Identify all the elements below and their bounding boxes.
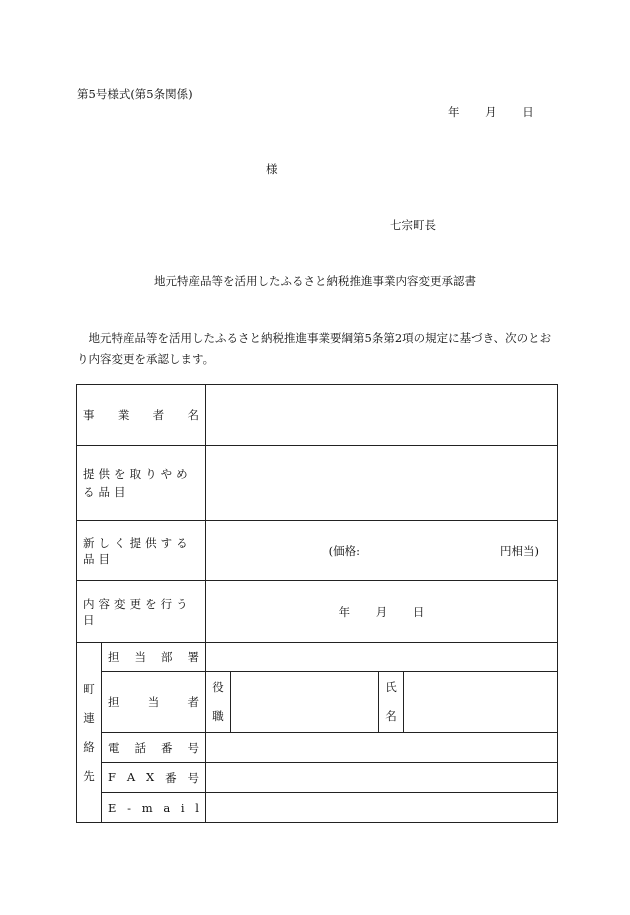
row-discontinued-items bbox=[77, 446, 558, 521]
form-number: 第5号様式(第5条関係) bbox=[77, 87, 193, 101]
email-field[interactable] bbox=[206, 793, 558, 823]
department-label: 担 当 部 署 bbox=[102, 643, 206, 672]
new-items-field[interactable] bbox=[206, 521, 558, 581]
discontinued-items-label: 提供を取りやめる品目 bbox=[77, 446, 206, 521]
price-open: (価格: bbox=[328, 543, 360, 558]
phone-field[interactable] bbox=[206, 733, 558, 763]
row-phone bbox=[77, 733, 558, 763]
addressee-honorific: 様 bbox=[266, 162, 278, 176]
row-change-date bbox=[77, 581, 558, 643]
row-person-in-charge bbox=[77, 672, 558, 733]
row-department bbox=[77, 643, 558, 672]
position-field[interactable] bbox=[231, 672, 379, 733]
change-date-field[interactable]: 年 月 日 bbox=[206, 581, 558, 643]
fax-label: F A X 番 号 bbox=[102, 763, 206, 793]
person-label: 担 当 者 bbox=[102, 672, 206, 733]
name-label: 氏 名 bbox=[379, 672, 404, 733]
operator-name-label: 事 業 者 名 bbox=[77, 385, 206, 446]
body-text: 地元特産品等を活用したふるさと納税推進事業要綱第5条第2項の規定に基づき、次のとおり内容変更を承認します。 bbox=[77, 331, 552, 366]
name-field[interactable] bbox=[404, 672, 558, 733]
row-operator-name bbox=[77, 385, 558, 446]
fax-field[interactable] bbox=[206, 763, 558, 793]
body-paragraph bbox=[77, 328, 555, 370]
row-fax bbox=[77, 763, 558, 793]
issuer-name: 七宗町長 bbox=[390, 218, 436, 232]
phone-label: 電 話 番 号 bbox=[102, 733, 206, 763]
operator-name-field[interactable] bbox=[206, 385, 558, 446]
row-new-items bbox=[77, 521, 558, 581]
contact-group-label: 町 連 絡 先 bbox=[77, 643, 102, 823]
discontinued-items-field[interactable] bbox=[206, 446, 558, 521]
row-email bbox=[77, 793, 558, 823]
new-items-label: 新しく提供する品目 bbox=[77, 521, 206, 581]
department-field[interactable] bbox=[206, 643, 558, 672]
document-title: 地元特産品等を活用したふるさと納税推進事業内容変更承認書 bbox=[154, 274, 476, 288]
change-date-label: 内容変更を行う日 bbox=[77, 581, 206, 643]
price-close: 円相当) bbox=[500, 543, 539, 558]
email-label: E - m a i l bbox=[102, 793, 206, 823]
position-label: 役 職 bbox=[206, 672, 231, 733]
approval-form-table bbox=[76, 384, 558, 823]
issue-date: 年 月 日 bbox=[448, 105, 534, 119]
